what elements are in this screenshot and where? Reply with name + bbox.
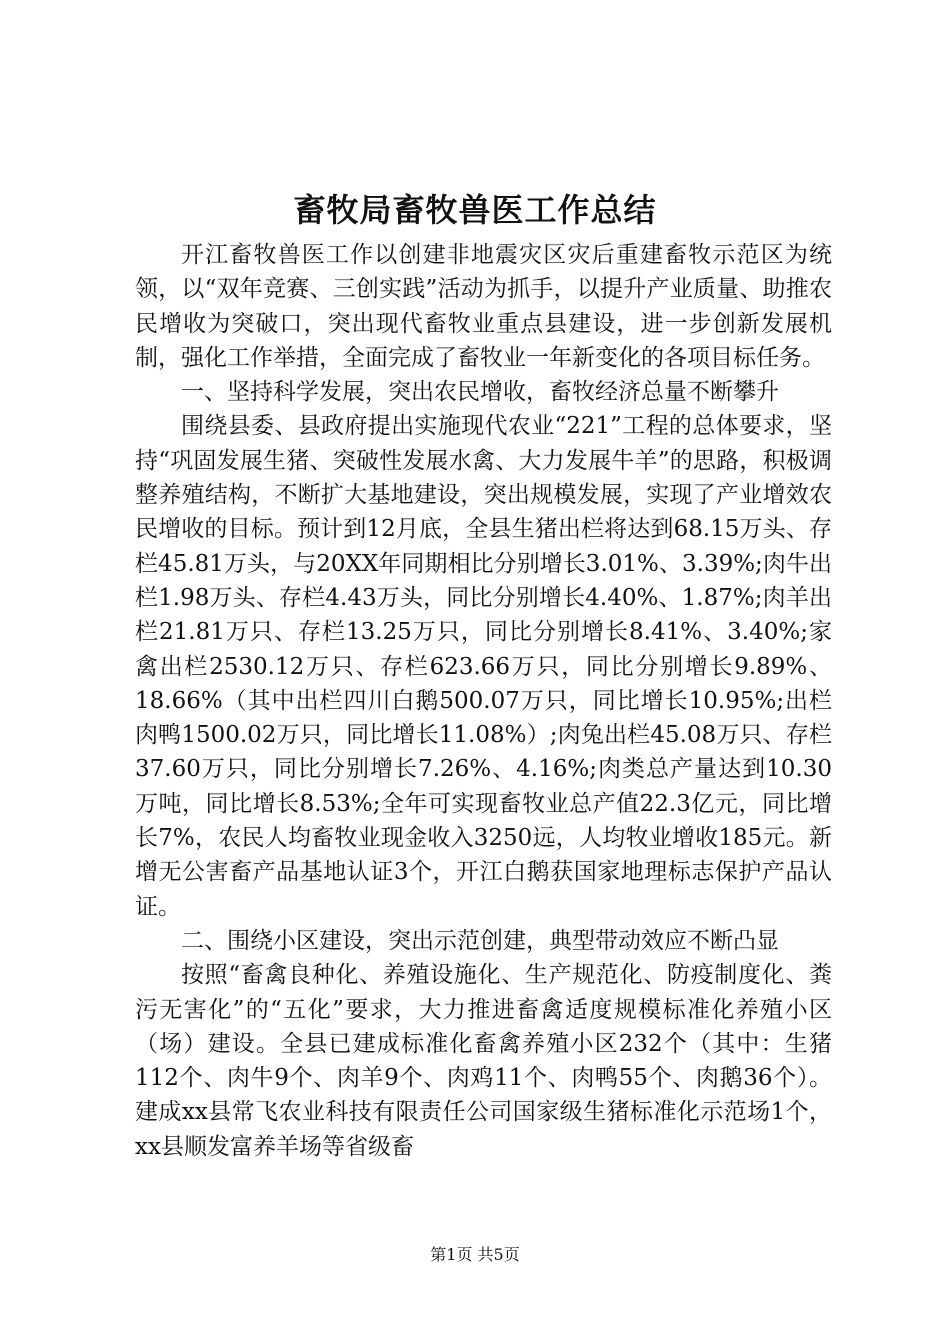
paragraph-intro: 开江畜牧兽医工作以创建非地震灾区灾后重建畜牧示范区为统领，以“双年竞赛、三创实践”活动为抓手，以提升产业质量、助推农民增收为突破口，突出现代畜牧业重点县建设，进一步创新发展机制，强化工作举措，全面完成了畜牧业一年新变化的各项目标任务。 [135, 242, 832, 371]
section-heading-2: 二、围绕小区建设，突出示范创建，典型带动效应不断凸显 [181, 927, 779, 954]
section-heading-1: 一、坚持科学发展，突出农民增收，畜牧经济总量不断攀升 [181, 379, 779, 406]
paragraph-section-1: 围绕县委、县政府提出实施现代农业“221”工程的总体要求，坚持“巩固发展生猪、突破性发展水禽、大力发展牛羊”的思路，积极调整养殖结构，不断扩大基地建设，突出规模发展，实现了产业增效农民增收的目标。预计到12月底，全县生猪出栏将达到68.15万头、存栏45.81万头，与20XX年同期相比分别增长3.01%、3.39%;肉牛出栏1.98万头、存栏4.43万头，同比分别增长4.40%、1.87%;肉羊出栏21.81万只、存栏13.25万只，同比分别增长8.41%、3.40%;家禽出栏2530.12万只、存栏623.66万只，同比分别增长9.89%、18.66%（其中出栏四川白鹅500.07万只，同比增长10.95%;出栏肉鸭1500.02万只，同比增长11.08%）;肉兔出栏45.08万只、存栏37.60万只，同比分别增长7.26%、4.16%;肉类总产量达到10.30万吨，同比增长8.53%;全年可实现畜牧业总产值22.3亿元，同比增长7%，农民人均畜牧业现金收入3250远，人均牧业增收185元。新增无公害畜产品基地认证3个，开江白鹅获国家地理标志保护产品认证。 [135, 413, 832, 920]
document-title: 畜牧局畜牧兽医工作总结 [293, 191, 657, 229]
document-body [135, 238, 832, 1164]
paragraph-section-2: 按照“畜禽良种化、养殖设施化、生产规范化、防疫制度化、粪污无害化”的“五化”要求，大力推进畜禽适度规模标准化养殖小区（场）建设。全县已建成标准化畜禽养殖小区232个（其中：生猪112个、肉牛9个、肉羊9个、肉鸡11个、肉鸭55个、肉鹅36个）。建成xx县常飞农业科技有限责任公司国家级生猪标准化示范场1个，xx县顺发富养羊场等省级畜 [135, 962, 832, 1160]
page-footer: 第1页 共5页 [430, 1245, 520, 1264]
